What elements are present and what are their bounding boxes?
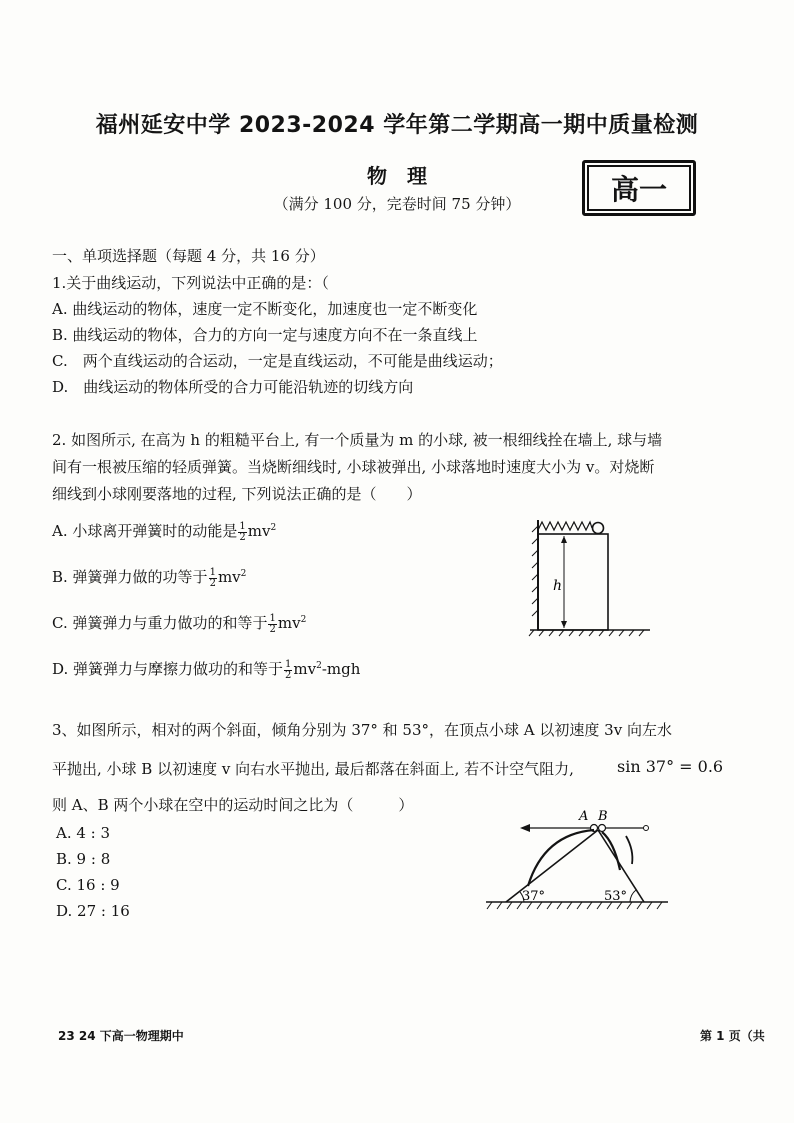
q1-stem: 1.关于曲线运动，下列说法中正确的是：（ bbox=[52, 274, 329, 292]
q3-option-d: D. 27 : 16 bbox=[56, 902, 130, 920]
q1-option-a: A. 曲线运动的物体，速度一定不断变化，加速度也一定不断变化 bbox=[52, 300, 478, 318]
fraction-numerator: 1 bbox=[285, 658, 292, 670]
q2-option-a bbox=[52, 518, 276, 543]
fraction-denominator: 2 bbox=[209, 577, 216, 589]
q2-option-b bbox=[52, 564, 246, 589]
q3-option-a: A. 4 : 3 bbox=[56, 824, 111, 842]
fraction-denominator: 2 bbox=[285, 669, 292, 681]
fraction bbox=[209, 568, 217, 589]
exponent: 2 bbox=[240, 569, 247, 579]
q2-option-c bbox=[52, 610, 306, 635]
q2-stem-line1: 2. 如图所示, 在高为 h 的粗糙平台上, 有一个质量为 m 的小球, 被一根细线拴在墙上, 球与墙 bbox=[52, 431, 663, 449]
mv-symbol: mv bbox=[277, 614, 301, 632]
platform-spring-figure bbox=[526, 516, 652, 640]
q2-stem-line2: 间有一根被压缩的轻质弹簧。当烧断细线时, 小球被弹出, 小球落地时速度大小为 v。对烧断 bbox=[52, 458, 655, 476]
grade-stamp: 高一 bbox=[582, 160, 696, 216]
exponent: 2 bbox=[316, 661, 322, 671]
q2-option-b-text: B. 弹簧弹力做的功等于 bbox=[52, 568, 208, 586]
platform bbox=[538, 534, 608, 630]
left-incline bbox=[506, 830, 598, 902]
q3-stem-line3: 则 A、B 两个小球在空中的运动时间之比为（ ） bbox=[52, 796, 414, 814]
angle-label-left: 37° bbox=[522, 889, 546, 904]
spring bbox=[538, 522, 592, 530]
section-heading: 一、单项选择题（每题 4 分，共 16 分） bbox=[52, 247, 325, 265]
trajectory-b-stroke bbox=[626, 836, 632, 864]
label-b: B bbox=[598, 809, 608, 824]
arrow-head-bottom bbox=[561, 621, 567, 628]
q2-option-c-text: C. 弹簧弹力与重力做功的和等于 bbox=[52, 614, 268, 632]
fraction bbox=[268, 614, 276, 635]
exponent: 2 bbox=[300, 615, 307, 625]
footer-left: 23 24 下高一物理期中 bbox=[58, 1029, 184, 1043]
inclines-figure bbox=[484, 806, 670, 912]
q3-stem-line2: 平抛出, 小球 B 以初速度 v 向右水平抛出, 最后都落在斜面上, 若不计空气阻力, bbox=[52, 760, 574, 778]
fraction-numerator: 1 bbox=[269, 612, 276, 624]
minus-mgh: -mgh bbox=[321, 660, 361, 678]
sin-expression: sin 37° = 0.6 bbox=[617, 757, 724, 776]
q3-option-c: C. 16 : 9 bbox=[56, 876, 120, 894]
fraction bbox=[238, 522, 246, 543]
q1-option-d: D. 曲线运动的物体所受的合力可能沿轨迹的切线方向 bbox=[52, 378, 414, 396]
ball-b bbox=[599, 825, 606, 832]
ball bbox=[593, 523, 604, 534]
q3-stem-line1: 3、如图所示，相对的两个斜面，倾角分别为 37° 和 53°，在顶点小球 A 以初速度 3v 向左水 bbox=[52, 721, 672, 739]
q2-stem-line3: 细线到小球刚要落地的过程, 下列说法正确的是（ ） bbox=[52, 485, 422, 503]
exam-note: （满分 100 分，完卷时间 75 分钟） bbox=[273, 195, 521, 213]
label-a: A bbox=[579, 809, 589, 824]
fraction-numerator: 1 bbox=[209, 566, 216, 578]
q2-option-a-text: A. 小球离开弹簧时的动能是 bbox=[52, 522, 238, 540]
mv-symbol: mv bbox=[247, 522, 271, 540]
q1-option-c: C. 两个直线运动的合运动，一定是直线运动，不可能是曲线运动； bbox=[52, 352, 503, 370]
exponent: 2 bbox=[270, 523, 277, 533]
angle-arc-right bbox=[630, 890, 636, 902]
fraction-denominator: 2 bbox=[269, 623, 276, 635]
q1-option-b: B. 曲线运动的物体，合力的方向一定与速度方向不在一条直线上 bbox=[52, 326, 478, 344]
fraction-denominator: 2 bbox=[239, 531, 246, 543]
footer-page-number: 第 1 页（共 bbox=[700, 1029, 765, 1043]
q3-option-b: B. 9 : 8 bbox=[56, 850, 111, 868]
arrow-head-top bbox=[561, 536, 567, 543]
subject-title: 物 理 bbox=[367, 164, 427, 188]
page-title: 福州延安中学 2023-2024 学年第二学期高一期中质量检测 bbox=[95, 113, 699, 138]
ground-hatching bbox=[487, 902, 662, 909]
ground-hatching bbox=[529, 630, 644, 636]
arrow-right-end bbox=[644, 826, 649, 831]
q2-option-d-text: D. 弹簧弹力与摩擦力做功的和等于 bbox=[52, 660, 284, 678]
fraction-numerator: 1 bbox=[239, 520, 246, 532]
q2-option-d bbox=[52, 656, 360, 681]
height-label: h bbox=[553, 578, 563, 594]
angle-label-right: 53° bbox=[604, 889, 628, 904]
fraction bbox=[284, 660, 292, 681]
mv-symbol: mv bbox=[217, 568, 241, 586]
arrow-left-icon bbox=[520, 824, 530, 832]
mv-symbol: mv bbox=[293, 660, 317, 678]
